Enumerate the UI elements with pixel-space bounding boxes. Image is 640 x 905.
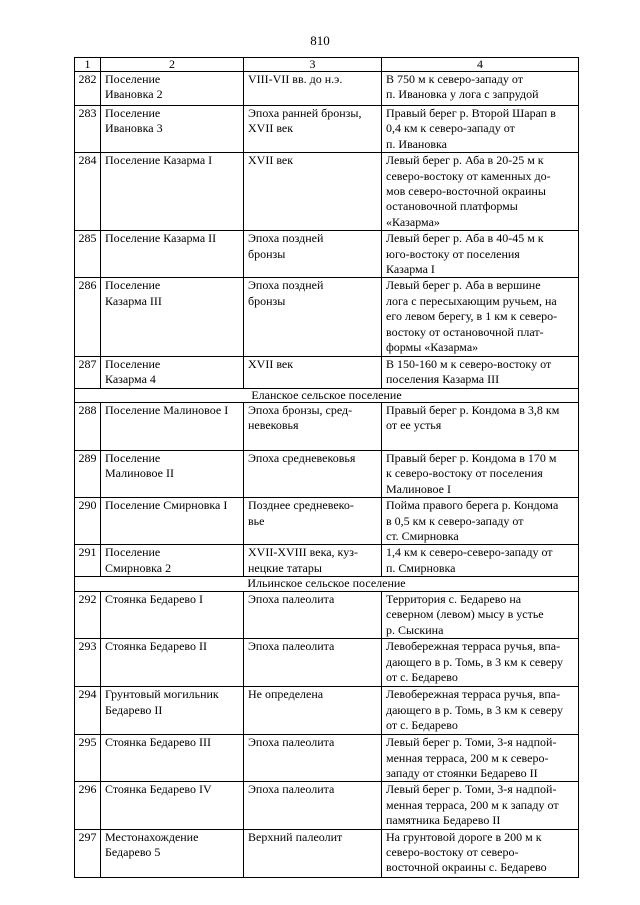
- column-header: 1: [75, 58, 101, 72]
- period-cell: Эпоха палеолита: [244, 591, 382, 638]
- period-cell: VIII-VII вв. до н.э.: [244, 72, 382, 106]
- site-name-cell: Стоянка Бедарево III: [101, 735, 244, 782]
- site-name-cell: Поселение Малиновое II: [101, 451, 244, 498]
- location-cell: Левый берег р. Томи, 3-я надпой- менная терраса, 200 м к западу от памятника Бедарево II: [382, 782, 579, 829]
- location-cell: Правый берег р. Второй Шарап в 0,4 км к северо-западу от п. Ивановка: [382, 106, 579, 153]
- table-row: [75, 735, 579, 782]
- row-number-cell: 288: [75, 403, 101, 451]
- monuments-table: [74, 57, 579, 878]
- table-row: [75, 498, 579, 545]
- site-name-cell: Поселение Казарма II: [101, 231, 244, 278]
- location-cell: В 150-160 м к северо-востоку от поселения Казарма III: [382, 356, 579, 388]
- table-row: [75, 545, 579, 577]
- site-name-cell: Поселение Смирновка 2: [101, 545, 244, 577]
- location-cell: 1,4 км к северо-северо-западу от п. Смирновка: [382, 545, 579, 577]
- row-number-cell: 289: [75, 451, 101, 498]
- table-row: [75, 591, 579, 638]
- location-cell: Левобережная терраса ручья, впа- дающего в р. Томь, в 3 км к северу от с. Бедарево: [382, 687, 579, 735]
- site-name-cell: Местонахождение Бедарево 5: [101, 829, 244, 877]
- table-row: [75, 153, 579, 231]
- table-row: [75, 278, 579, 356]
- site-name-cell: Поселение Казарма III: [101, 278, 244, 356]
- site-name-cell: Поселение Ивановка 2: [101, 72, 244, 106]
- table-row: [75, 403, 579, 451]
- table-row: [75, 356, 579, 388]
- table-row: [75, 231, 579, 278]
- row-number-cell: 287: [75, 356, 101, 388]
- row-number-cell: 283: [75, 106, 101, 153]
- location-cell: Левый берег р. Аба в 40-45 м к юго-востоку от поселения Казарма I: [382, 231, 579, 278]
- row-number-cell: 296: [75, 782, 101, 829]
- location-cell: На грунтовой дороге в 200 м к северо-востоку от северо- восточной окраины с. Бедарево: [382, 829, 579, 877]
- site-name-cell: Стоянка Бедарево II: [101, 639, 244, 687]
- section-title: Ильинское сельское поселение: [75, 577, 579, 592]
- location-cell: В 750 м к северо-западу от п. Ивановка у лога с запрудой: [382, 72, 579, 106]
- row-number-cell: 293: [75, 639, 101, 687]
- row-number-cell: 297: [75, 829, 101, 877]
- location-cell: Правый берег р. Кондома в 170 м к северо-востоку от поселения Малиновое I: [382, 451, 579, 498]
- period-cell: Эпоха палеолита: [244, 639, 382, 687]
- row-number-cell: 295: [75, 735, 101, 782]
- table-row: [75, 72, 579, 106]
- table-header-row: [75, 58, 579, 72]
- row-number-cell: 290: [75, 498, 101, 545]
- row-number-cell: 292: [75, 591, 101, 638]
- column-header: 2: [101, 58, 244, 72]
- period-cell: XVII век: [244, 153, 382, 231]
- row-number-cell: 284: [75, 153, 101, 231]
- table-row: [75, 451, 579, 498]
- period-cell: Эпоха ранней бронзы, XVII век: [244, 106, 382, 153]
- row-number-cell: 286: [75, 278, 101, 356]
- period-cell: Не определена: [244, 687, 382, 735]
- period-cell: Эпоха палеолита: [244, 782, 382, 829]
- period-cell: XVII век: [244, 356, 382, 388]
- site-name-cell: Поселение Казарма I: [101, 153, 244, 231]
- row-number-cell: 291: [75, 545, 101, 577]
- column-header: 4: [382, 58, 579, 72]
- period-cell: Позднее средневеко- вье: [244, 498, 382, 545]
- site-name-cell: Стоянка Бедарево I: [101, 591, 244, 638]
- column-header: 3: [244, 58, 382, 72]
- section-title: Еланское сельское поселение: [75, 388, 579, 403]
- site-name-cell: Поселение Смирновка I: [101, 498, 244, 545]
- location-cell: Пойма правого берега р. Кондома в 0,5 км к северо-западу от ст. Смирновка: [382, 498, 579, 545]
- page-number: 810: [310, 33, 330, 48]
- location-cell: Левый берег р. Томи, 3-я надпой- менная терраса, 200 м к северо- западу от стоянки Бедарево II: [382, 735, 579, 782]
- table-row: [75, 782, 579, 829]
- period-cell: Эпоха средневековья: [244, 451, 382, 498]
- site-name-cell: Поселение Казарма 4: [101, 356, 244, 388]
- period-cell: Эпоха поздней бронзы: [244, 278, 382, 356]
- period-cell: Верхний палеолит: [244, 829, 382, 877]
- section-row: [75, 388, 579, 403]
- location-cell: Левый берег р. Аба в 20-25 м к северо-востоку от каменных до- мов северо-восточной окраины остановочной платформы «Казарма»: [382, 153, 579, 231]
- row-number-cell: 285: [75, 231, 101, 278]
- table-row: [75, 106, 579, 153]
- site-name-cell: Стоянка Бедарево IV: [101, 782, 244, 829]
- table-row: [75, 687, 579, 735]
- site-name-cell: Поселение Малиновое I: [101, 403, 244, 451]
- location-cell: Левый берег р. Аба в вершине лога с пересыхающим ручьем, на его левом берегу, в 1 км к северо- востоку от остановочной плат- формы «Казарма»: [382, 278, 579, 356]
- site-name-cell: Грунтовый могильник Бедарево II: [101, 687, 244, 735]
- location-cell: Левобережная терраса ручья, впа- дающего в р. Томь, в 3 км к северу от с. Бедарево: [382, 639, 579, 687]
- period-cell: XVII-XVIII века, куз- нецкие татары: [244, 545, 382, 577]
- period-cell: Эпоха палеолита: [244, 735, 382, 782]
- section-row: [75, 577, 579, 592]
- location-cell: Территория с. Бедарево на северном (левом) мысу в устье р. Сыскина: [382, 591, 579, 638]
- table-row: [75, 829, 579, 877]
- site-name-cell: Поселение Ивановка 3: [101, 106, 244, 153]
- row-number-cell: 294: [75, 687, 101, 735]
- table-body: [75, 58, 579, 878]
- period-cell: Эпоха бронзы, сред- невековья: [244, 403, 382, 451]
- period-cell: Эпоха поздней бронзы: [244, 231, 382, 278]
- location-cell: Правый берег р. Кондома в 3,8 км от ее устья: [382, 403, 579, 451]
- table-row: [75, 639, 579, 687]
- row-number-cell: 282: [75, 72, 101, 106]
